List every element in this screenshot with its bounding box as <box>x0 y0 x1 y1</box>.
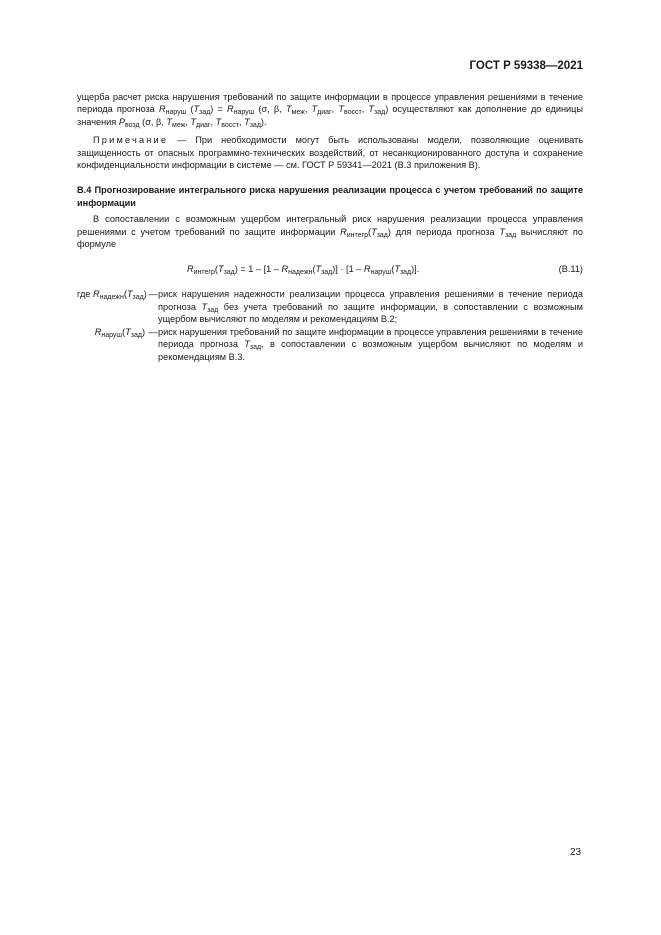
document-id: ГОСТ Р 59338—2021 <box>469 60 583 72</box>
page-content <box>77 91 583 363</box>
formula-number: (В.11) <box>558 264 583 275</box>
definition-term: $R_{наруш}(T_{зад})$ <box>94 326 145 339</box>
paragraph-1: ущерба расчет риска нарушения требований по защите информации в процессе управления решениями в течение периода прогноза $R_{наруш}$ $(T_{зад}) = R_{наруш}$ (σ, β, $T_{меж}$, $T_{диаг}$, $T_{восст}$, $T_{зад}$) осуществляют как дополнение до единицы значения $P_{возд}$ (σ, β, $T_{меж}$, $T_{диаг}$, $T_{восст}$, $T_{зад}$). <box>77 92 584 129</box>
page-number: 23 <box>570 847 582 858</box>
note-paragraph: Примечание — При необходимости могут быть использованы модели, позволяющие оценивать защищенность от опасных программно-технических воздействий, от несанкционированного доступа и сохранение конфиденциальности информации в системе — см. ГОСТ Р 59341—2021 (В.3 приложения В). <box>77 135 583 171</box>
definition-term: где $R_{надежн}(T_{зад})$ <box>77 289 147 302</box>
formula-expression: $R_{интегр}(T_{зад}) = 1 - [1 - R_{надежн}(T_{зад})] \cdot [1 - R_{наруш}(T_{зад})]$. <box>187 264 420 277</box>
definition-text: риск нарушения требований по защите информации в процессе управления решениями в течение периода прогноза $T_{зад}$, в сопоставлении с возможным ущербом вычисляют по моделям и рекомендациям В.3. <box>158 326 583 362</box>
definitions <box>77 288 583 362</box>
note-label: Примечание <box>93 135 169 146</box>
definition-1: где $R_{надежн}(T_{зад})$ — риск нарушения надежности реализации процесса управления решениями в течение периода прогноза $T_{зад}$ без учета требований по защите информации, в сопоставлении с возможным ущербом вычисляют по моделям и рекомендациям В.2; <box>77 289 583 325</box>
section-title: В.4 Прогнозирование интегрального риска нарушения реализации процесса с учетом требований по защите информации <box>77 185 583 208</box>
definition-2: $R_{наруш}(T_{зад})$ — риск нарушения требований по защите информации в процессе управления решениями в течение периода прогноза $T_{зад}$, в сопоставлении с возможным ущербом вычисляют по моделям и рекомендациям В.3. <box>77 326 583 363</box>
definition-text: риск нарушения надежности реализации процесса управления решениями в течение периода прогноза $T_{зад}$ без учета требований по защите информации, в сопоставлении с возможным ущербом вычисляют по моделям и рекомендациям В.2; <box>158 289 583 325</box>
formula-b11 <box>77 259 583 281</box>
paragraph-2: В сопоставлении с возможным ущербом интегральный риск нарушения реализации процесса управления решениями с учетом требований по защите информации $R_{интегр}(T_{зад})$ для периода прогноза $T_{зад}$ вычисляют по формуле <box>77 214 583 250</box>
